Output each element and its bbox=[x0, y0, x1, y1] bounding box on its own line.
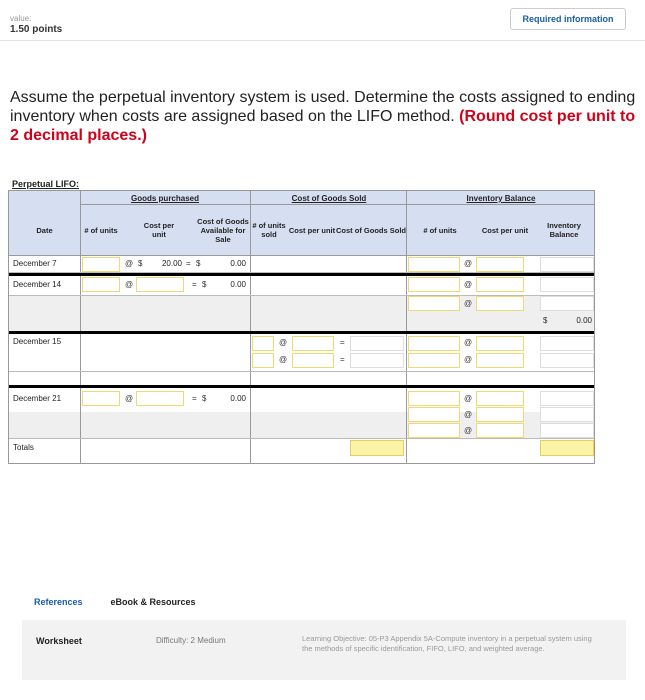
section-cost-of-goods-sold: Cost of Goods Sold bbox=[291, 194, 367, 203]
dec14-inv-cost-input-2[interactable] bbox=[476, 296, 524, 311]
dec15-inv-units-input-1[interactable] bbox=[408, 336, 460, 351]
dec15-inv-cost-input-2[interactable] bbox=[476, 353, 524, 368]
dec7-available: 0.00 bbox=[230, 259, 246, 268]
at-symbol: @ bbox=[463, 355, 473, 364]
equals-symbol: = bbox=[186, 259, 191, 268]
dec14-balance-total: 0.00 bbox=[576, 316, 592, 325]
row-date-dec15: December 15 bbox=[13, 337, 62, 346]
col-cost-of-goods-sold: Cost of Goods Sold bbox=[336, 225, 406, 235]
section-underline bbox=[80, 204, 594, 205]
dollar-symbol: $ bbox=[202, 394, 207, 403]
col-inventory-units: # of units bbox=[423, 225, 457, 235]
dec14-inv-cost-input-1[interactable] bbox=[476, 277, 524, 292]
row-separator-thick bbox=[9, 273, 594, 276]
dec15-inv-units-input-2[interactable] bbox=[408, 353, 460, 368]
difficulty-label: Difficulty: 2 Medium bbox=[156, 636, 226, 645]
totals-inventory-balance-input[interactable] bbox=[540, 440, 594, 456]
dec15-inv-balance-input-1[interactable] bbox=[540, 336, 594, 351]
dec14-cost-input[interactable] bbox=[136, 277, 184, 292]
question-rounding-note: (Round cost per unit to 2 decimal places.) bbox=[10, 108, 636, 144]
row-date-dec7: December 7 bbox=[13, 259, 57, 268]
dec15-inv-balance-input-2[interactable] bbox=[540, 353, 594, 368]
dec21-available: 0.00 bbox=[230, 394, 246, 403]
section-inventory-balance: Inventory Balance bbox=[466, 194, 536, 203]
dec14-inv-balance-input-2[interactable] bbox=[540, 296, 594, 311]
col-units-sold: # of units sold bbox=[252, 221, 286, 239]
dec14-units-input[interactable] bbox=[82, 277, 120, 292]
dec21-inv-cost-input-3[interactable] bbox=[476, 423, 524, 438]
dec14-inv-units-input-2[interactable] bbox=[408, 296, 460, 311]
dec14-available: 0.00 bbox=[230, 280, 246, 289]
col-inventory-balance: Inventory Balance bbox=[547, 221, 581, 239]
dec15-inv-cost-input-1[interactable] bbox=[476, 336, 524, 351]
references-bar bbox=[20, 585, 630, 619]
vline-1 bbox=[80, 191, 81, 464]
dec15-cost-input-1[interactable] bbox=[292, 336, 334, 351]
points-value: 1.50 points bbox=[10, 24, 63, 35]
required-information-button[interactable]: Required information bbox=[510, 8, 626, 30]
dec21-inv-units-input-2[interactable] bbox=[408, 407, 460, 422]
dec21-inv-cost-input-2[interactable] bbox=[476, 407, 524, 422]
dec7-inv-cost-input[interactable] bbox=[476, 257, 524, 272]
worksheet-label[interactable]: Worksheet bbox=[36, 636, 82, 646]
dollar-symbol: $ bbox=[138, 259, 143, 268]
dec15-units-sold-input-2[interactable] bbox=[252, 353, 274, 368]
row-totals: Totals bbox=[13, 443, 34, 452]
dollar-symbol: $ bbox=[196, 259, 201, 268]
dollar-symbol: $ bbox=[202, 280, 207, 289]
col-cost-per-unit: Cost per unit bbox=[143, 221, 175, 239]
dec21-inv-balance-input-3[interactable] bbox=[540, 423, 594, 438]
totals-cogs-input[interactable] bbox=[350, 440, 404, 456]
dec7-units-input[interactable] bbox=[82, 257, 120, 272]
vline-3 bbox=[406, 191, 407, 464]
vline-2 bbox=[250, 191, 251, 464]
at-symbol: @ bbox=[124, 259, 134, 268]
dec21-inv-units-input-1[interactable] bbox=[408, 391, 460, 406]
col-units: # of units bbox=[84, 225, 118, 235]
ebook-resources-tab[interactable]: eBook & Resources bbox=[110, 597, 196, 607]
dec7-cost-per-unit: 20.00 bbox=[161, 259, 182, 268]
dec21-inv-balance-input-1[interactable] bbox=[540, 391, 594, 406]
row-date-dec21: December 21 bbox=[13, 394, 62, 403]
row-line bbox=[9, 371, 594, 372]
dec21-units-input[interactable] bbox=[82, 391, 120, 406]
dec21-cost-input[interactable] bbox=[136, 391, 184, 406]
dec7-inv-units-input[interactable] bbox=[408, 257, 460, 272]
header-bottom-line bbox=[9, 255, 594, 256]
at-symbol: @ bbox=[463, 338, 473, 347]
at-symbol: @ bbox=[463, 280, 473, 289]
row-separator-thick bbox=[9, 385, 594, 388]
at-symbol: @ bbox=[463, 259, 473, 268]
table-title: Perpetual LIFO: bbox=[12, 179, 80, 189]
col-cost-available: Cost of Goods Available for Sale bbox=[197, 216, 249, 244]
learning-objective: Learning Objective: 05-P3 Appendix 5A-Compute inventory in a perpetual system using the methods of specific identification, FIFO, LIFO, and weighted average. bbox=[302, 634, 592, 653]
at-symbol: @ bbox=[278, 338, 288, 347]
references-tab[interactable]: References bbox=[34, 597, 83, 607]
at-symbol: @ bbox=[124, 280, 134, 289]
header-divider bbox=[0, 40, 645, 41]
dec21-inv-balance-input-2[interactable] bbox=[540, 407, 594, 422]
row-separator-thick bbox=[9, 331, 594, 334]
dec15-cost-input-2[interactable] bbox=[292, 353, 334, 368]
equals-symbol: = bbox=[192, 394, 197, 403]
equals-symbol: = bbox=[192, 280, 197, 289]
at-symbol: @ bbox=[124, 394, 134, 403]
question-text bbox=[10, 88, 640, 145]
equals-symbol: = bbox=[340, 338, 345, 347]
at-symbol: @ bbox=[463, 426, 473, 435]
dollar-symbol: $ bbox=[543, 316, 548, 325]
col-date: Date bbox=[36, 225, 53, 235]
dec21-inv-units-input-3[interactable] bbox=[408, 423, 460, 438]
dec21-inv-cost-input-1[interactable] bbox=[476, 391, 524, 406]
dec15-cogs-input-1[interactable] bbox=[350, 336, 404, 351]
dec14-inv-balance-input-1[interactable] bbox=[540, 277, 594, 292]
dec15-cogs-input-2[interactable] bbox=[350, 353, 404, 368]
at-symbol: @ bbox=[463, 299, 473, 308]
at-symbol: @ bbox=[463, 410, 473, 419]
dec14-inv-units-input-1[interactable] bbox=[408, 277, 460, 292]
dec7-inv-balance-input[interactable] bbox=[540, 257, 594, 272]
dec15-units-sold-input-1[interactable] bbox=[252, 336, 274, 351]
section-goods-purchased: Goods purchased bbox=[130, 194, 199, 203]
col-inventory-cost-per-unit: Cost per unit bbox=[481, 225, 529, 235]
at-symbol: @ bbox=[463, 394, 473, 403]
value-label: value: bbox=[10, 14, 32, 23]
row-line bbox=[9, 438, 594, 439]
col-cogs-cost-per-unit: Cost per unit bbox=[288, 225, 336, 235]
row-date-dec14: December 14 bbox=[13, 280, 62, 289]
at-symbol: @ bbox=[278, 355, 288, 364]
equals-symbol: = bbox=[340, 355, 345, 364]
question-body: Assume the perpetual inventory system is used. Determine the costs assigned to ending inventory when costs are assigned based on the LIFO method. bbox=[10, 89, 636, 125]
